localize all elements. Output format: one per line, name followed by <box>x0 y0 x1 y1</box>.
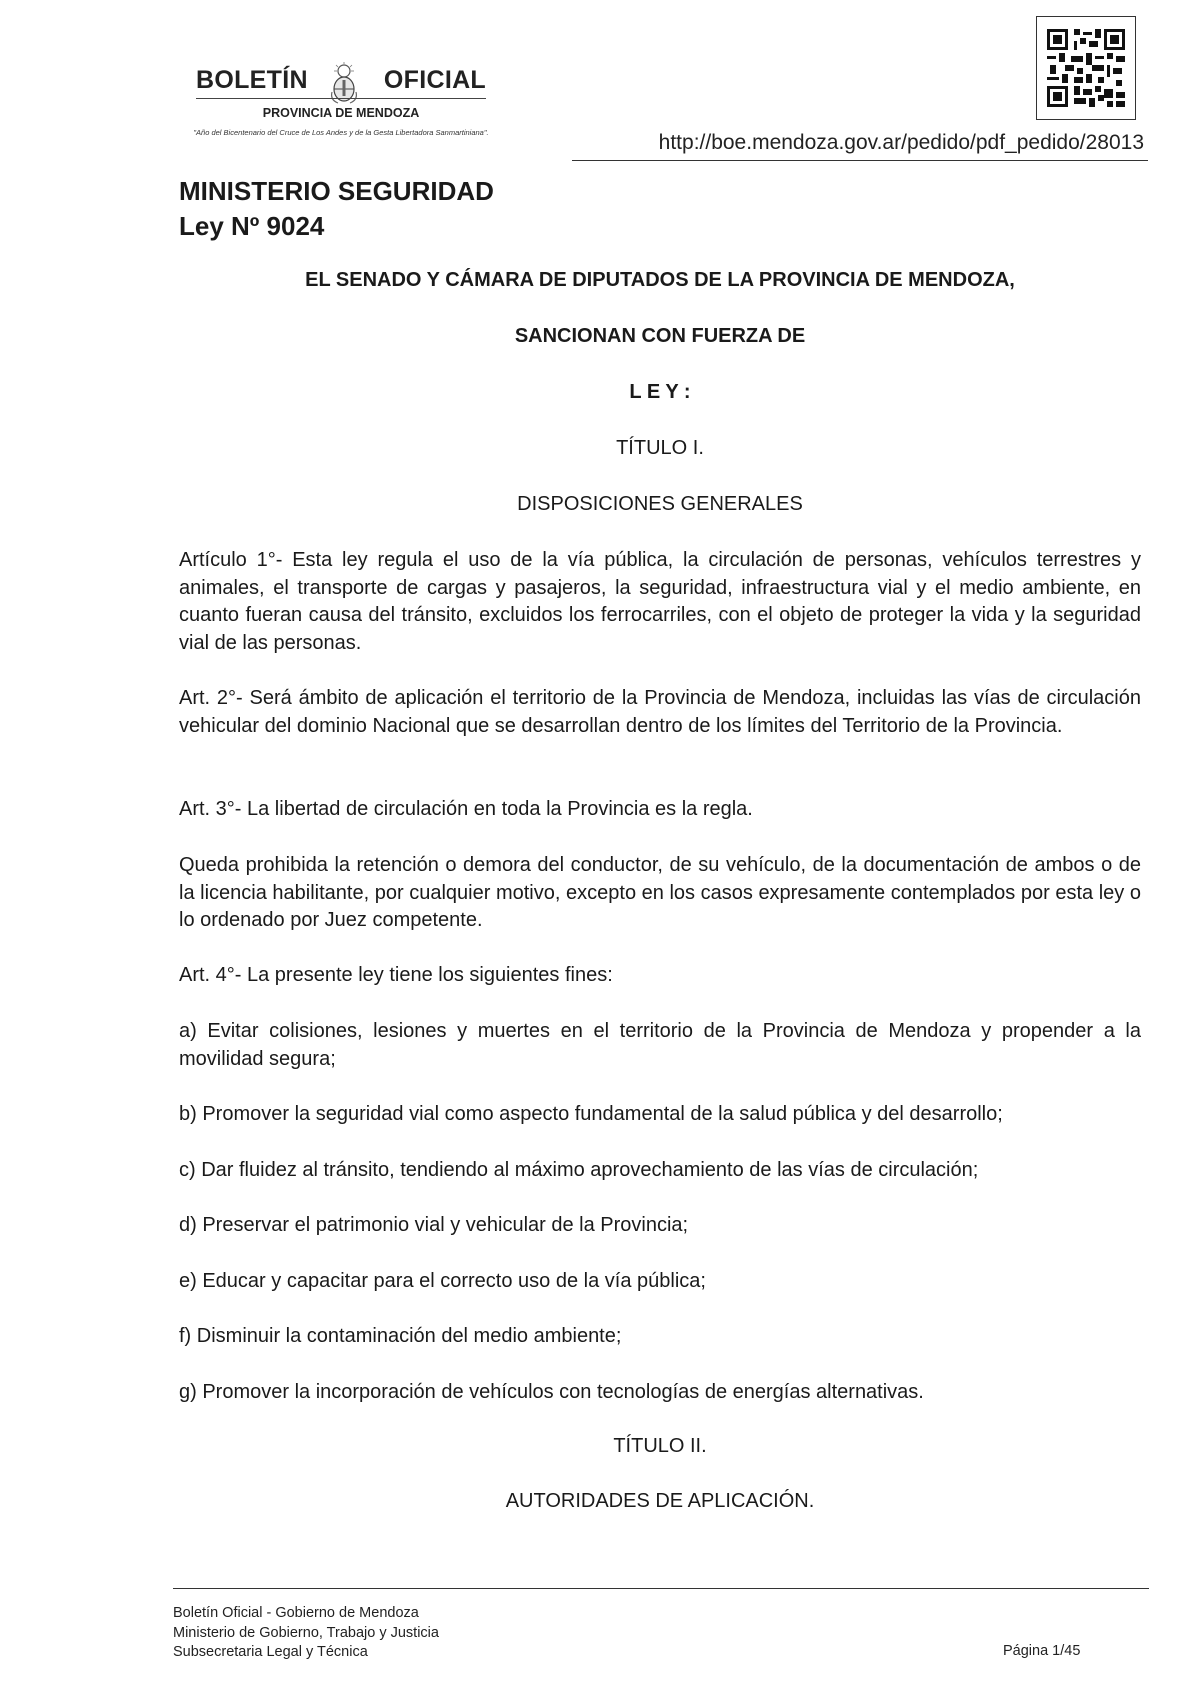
list-item-c: c) Dar fluidez al tránsito, tendiendo al máximo aprovechamiento de las vías de circulación; <box>179 1159 979 1181</box>
list-item-e: e) Educar y capacitar para el correcto uso de la vía pública; <box>179 1270 706 1292</box>
list-item-g: g) Promover la incorporación de vehículos con tecnologías de energías alternativas. <box>179 1381 924 1403</box>
document-heading <box>179 174 494 244</box>
ministry-name: MINISTERIO SEGURIDAD <box>179 176 494 206</box>
logo-subtitle: PROVINCIA DE MENDOZA <box>262 106 420 120</box>
boletin-oficial-logo <box>176 50 506 145</box>
qr-code <box>1036 16 1136 120</box>
title-1: TÍTULO I. <box>616 437 704 459</box>
header-divider <box>572 160 1148 161</box>
article-3: Art. 3°- La libertad de circulación en toda la Provincia es la regla. <box>179 798 753 820</box>
footer-line-2: Ministerio de Gobierno, Trabajo y Justicia <box>173 1624 439 1641</box>
page-number: Página 1/45 <box>1003 1643 1081 1659</box>
article-2: Art. 2°- Será ámbito de aplicación el territorio de la Provincia de Mendoza, incluidas las vías de circulación vehicular del dominio Nacional que se desarrollan dentro de los límites del Territorio de la Provincia. <box>179 687 1141 737</box>
logo-word-left: BOLETÍN <box>196 66 308 94</box>
preamble: EL SENADO Y CÁMARA DE DIPUTADOS DE LA PROVINCIA DE MENDOZA, <box>305 269 1015 291</box>
document-url: http://boe.mendoza.gov.ar/pedido/pdf_pedido/28013 <box>658 131 1144 154</box>
title-2: TÍTULO II. <box>613 1435 707 1457</box>
article-3-paragraph: Queda prohibida la retención o demora del conductor, de su vehículo, de la documentación de ambos o de la licencia habilitante, por cualquier motivo, excepto en los casos expresamente contemplados por esta ley o lo ordenado por Juez competente. <box>179 854 1141 931</box>
article-1: Artículo 1°- Esta ley regula el uso de la vía pública, la circulación de personas, vehículos terrestres y animales, el transporte de cargas y pasajeros, la seguridad, infraestructura vial y el medio ambiente, en cuanto fueran causa del tránsito, excluidos los ferrocarriles, con el objeto de proteger la vida y la seguridad vial de las personas. <box>179 549 1141 654</box>
list-item-b: b) Promover la seguridad vial como aspecto fundamental de la salud pública y del desarrollo; <box>179 1103 1003 1125</box>
qr-code-icon <box>1047 27 1125 109</box>
logo-divider <box>196 98 486 99</box>
footer-divider <box>173 1588 1149 1589</box>
law-number: Ley Nº 9024 <box>179 211 325 241</box>
logo-word-right: OFICIAL <box>383 66 486 94</box>
title-1-name: DISPOSICIONES GENERALES <box>517 493 803 515</box>
ley-heading: L E Y : <box>629 381 691 403</box>
title-2-name: AUTORIDADES DE APLICACIÓN. <box>505 1490 815 1512</box>
article-4: Art. 4°- La presente ley tiene los siguientes fines: <box>179 964 613 986</box>
list-item-a: a) Evitar colisiones, lesiones y muertes en el territorio de la Provincia de Mendoza y propender a la movilidad segura; <box>179 1020 1141 1070</box>
logo-motto: "Año del Bicentenario del Cruce de Los Andes y de la Gesta Libertadora Sanmartiniana". <box>193 128 489 137</box>
sanction-line: SANCIONAN CON FUERZA DE <box>514 325 806 347</box>
list-item-f: f) Disminuir la contaminación del medio ambiente; <box>179 1325 622 1347</box>
footer <box>173 1604 439 1663</box>
logo-wordmark <box>196 62 486 102</box>
footer-line-3: Subsecretaria Legal y Técnica <box>173 1644 368 1660</box>
list-item-d: d) Preservar el patrimonio vial y vehicular de la Provincia; <box>179 1214 689 1236</box>
footer-line-1: Boletín Oficial - Gobierno de Mendoza <box>173 1605 419 1621</box>
